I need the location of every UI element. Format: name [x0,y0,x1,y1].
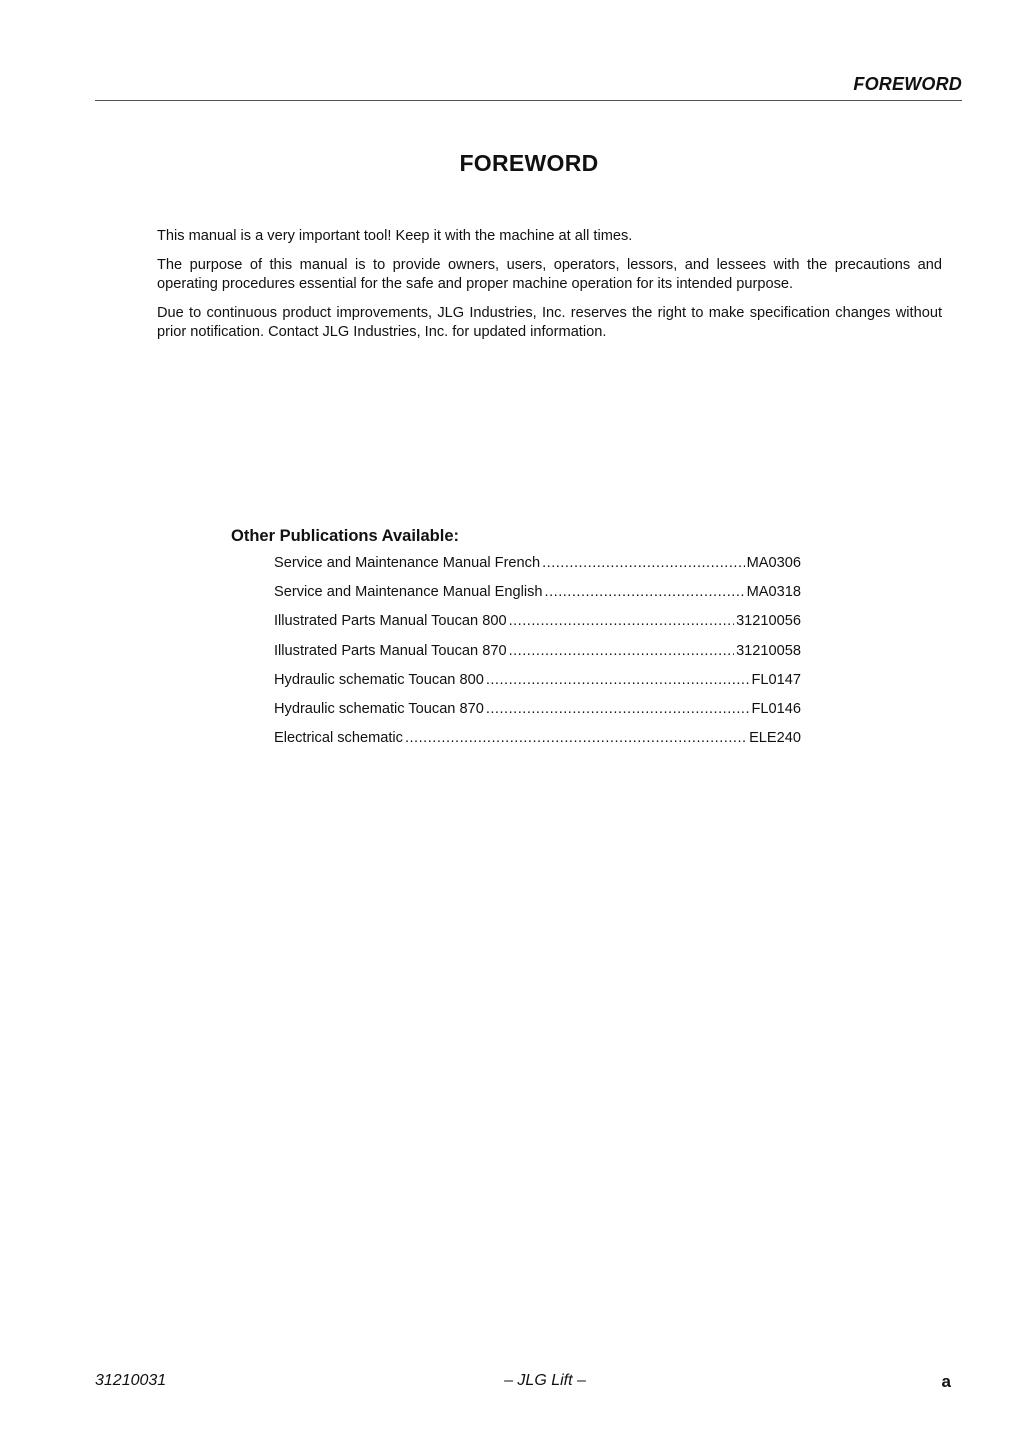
dot-leader [509,643,735,659]
publications-list [231,555,801,759]
dot-leader [545,584,745,600]
other-publications [231,527,811,759]
publication-code: 31210056 [736,613,801,630]
publication-title: Hydraulic schematic Toucan 870 [274,700,484,717]
publication-code: 31210058 [736,642,801,659]
publication-item [274,730,801,759]
publication-title: Hydraulic schematic Toucan 800 [274,671,484,688]
running-header-title: FOREWORD [853,74,962,94]
publication-code: FL0146 [751,700,801,717]
page-number: a [941,1372,951,1391]
publication-code: ELE240 [749,730,801,747]
publication-item [274,701,801,730]
running-header [95,72,962,101]
publication-code: MA0318 [746,584,801,601]
publication-title: Service and Maintenance Manual English [274,584,543,601]
publication-title: Service and Maintenance Manual French [274,555,541,571]
paragraph-3: Due to continuous product improvements, JLG Industries, Inc. reserves the right to make specification changes without prior notification. Contact JLG Industries, Inc. for updated information. [157,305,942,340]
publication-title: Illustrated Parts Manual Toucan 870 [274,642,507,659]
publication-code: MA0306 [746,555,801,571]
publication-item [274,613,801,642]
publication-title: Electrical schematic [274,730,403,747]
footer-brand: – JLG Lift – [504,1372,586,1389]
page-title: FOREWORD [459,150,599,176]
page-footer [95,1372,951,1394]
publication-item [274,643,801,672]
other-publications-heading: Other Publications Available: [231,527,459,545]
paragraph-2: The purpose of this manual is to provide owners, users, operators, lessors, and lessees with the precautions and operating procedures essential for the safe and proper machine operation for its intended purpose. [157,257,942,292]
publication-item [274,555,801,584]
dot-leader [509,613,735,629]
publication-code: FL0147 [751,671,801,688]
dot-leader [486,672,750,688]
dot-leader [405,730,747,746]
foreword-body [157,227,942,352]
publication-item [274,584,801,613]
publication-item [274,672,801,701]
dot-leader [542,555,745,571]
document-number: 31210031 [95,1372,167,1389]
dot-leader [486,701,750,717]
publication-title: Illustrated Parts Manual Toucan 800 [274,613,507,630]
paragraph-1: This manual is a very important tool! Keep it with the machine at all times. [157,228,633,244]
